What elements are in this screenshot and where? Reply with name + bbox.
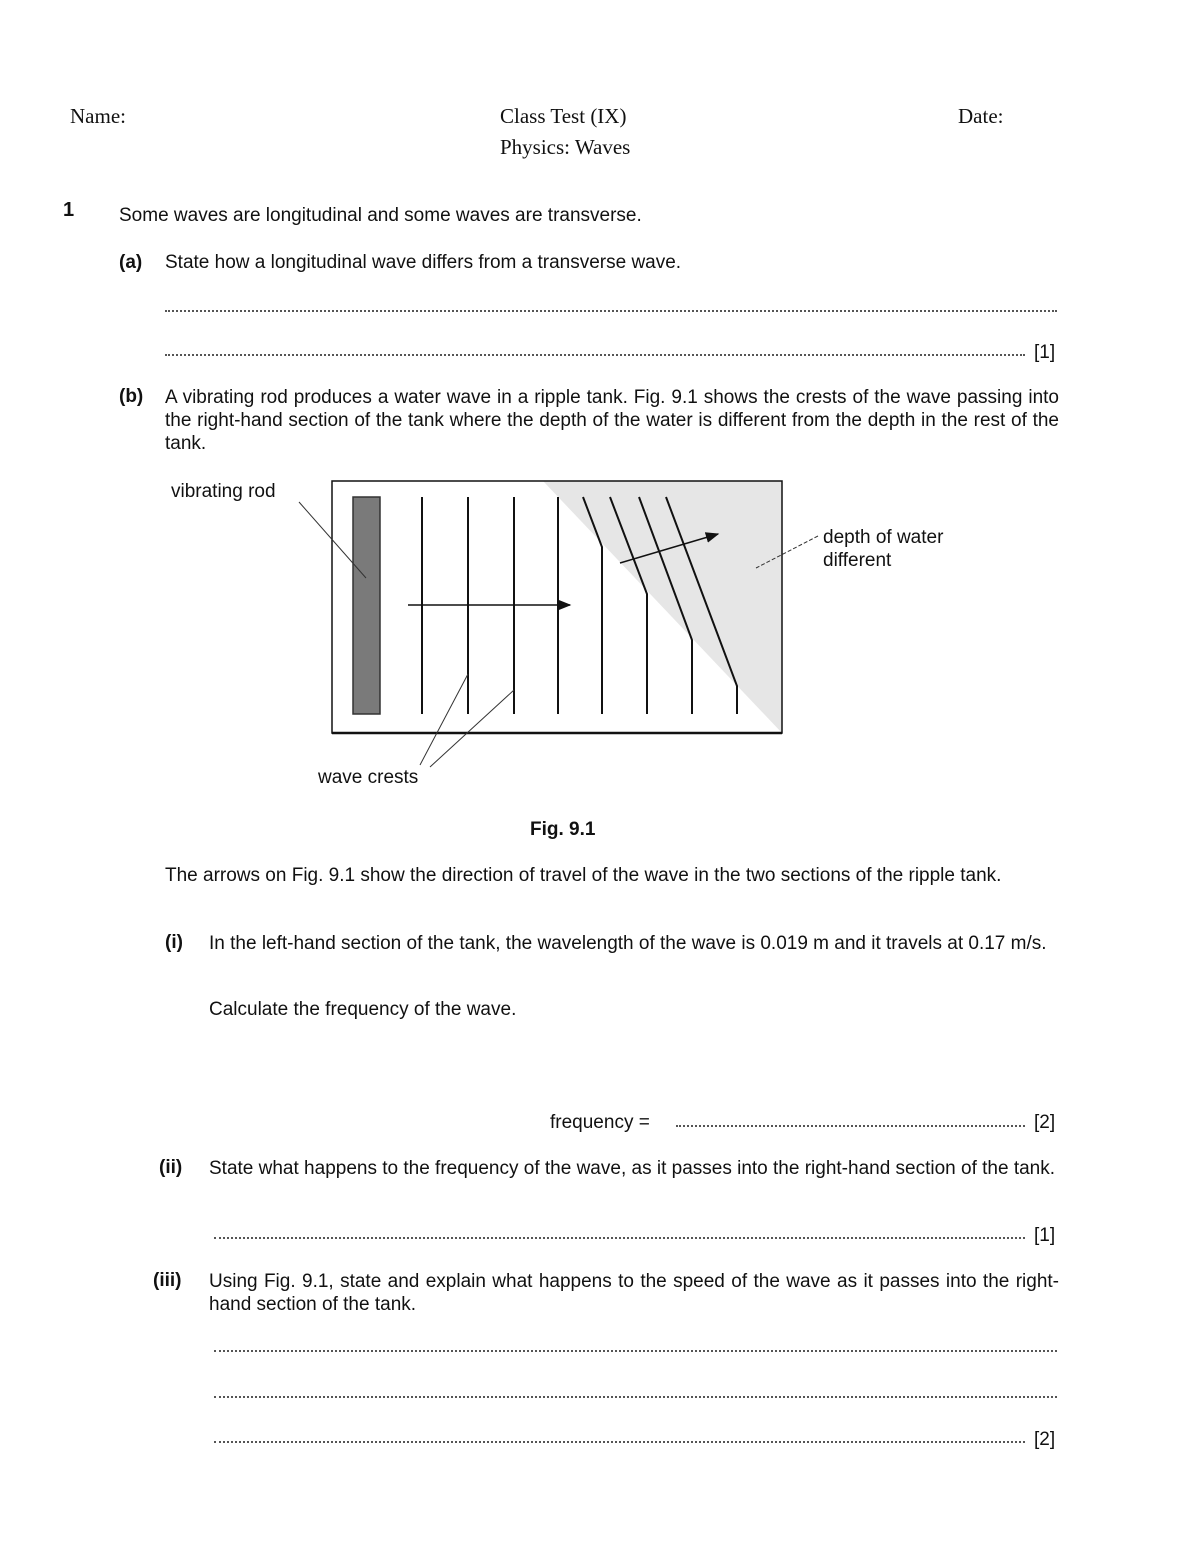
marks-ii: [1]: [1034, 1225, 1056, 1246]
part-a-text: State how a longitudinal wave differs from a transverse wave.: [165, 252, 682, 273]
part-b-label: (b): [119, 386, 144, 407]
wave-crest: [583, 497, 602, 714]
answer-line[interactable]: [165, 354, 1025, 356]
marks-a: [1]: [1034, 342, 1056, 363]
leader-line: [299, 502, 366, 578]
answer-line[interactable]: [214, 1237, 1025, 1239]
part-iii-label: (iii): [153, 1270, 182, 1291]
different-depth-region: [543, 481, 782, 733]
tank-outline: [332, 481, 782, 733]
part-i-text: In the left-hand section of the tank, the wavelength of the wave is 0.019 m and it travels at 0.17 m/s.: [209, 933, 1047, 954]
answer-line[interactable]: [165, 310, 1057, 312]
part-ii-label: (ii): [159, 1157, 183, 1178]
figure-caption: Fig. 9.1: [530, 819, 596, 840]
answer-line[interactable]: [214, 1396, 1057, 1398]
part-i-label: (i): [165, 932, 183, 953]
label-depth-line2: different: [823, 550, 892, 571]
part-iii-text: Using Fig. 9.1, state and explain what happens to the speed of the wave as it passes into the right-hand section of the tank.: [209, 1271, 1059, 1315]
date-label: Date:: [958, 104, 1004, 128]
vibrating-rod: [353, 497, 380, 714]
leader-line: [756, 536, 818, 568]
test-subtitle: Physics: Waves: [500, 135, 631, 159]
part-i-instruction: Calculate the frequency of the wave.: [209, 999, 517, 1020]
part-a-label: (a): [119, 252, 143, 273]
answer-line[interactable]: [214, 1350, 1057, 1352]
wave-crest: [610, 497, 647, 714]
part-b-text: A vibrating rod produces a water wave in a ripple tank. Fig. 9.1 shows the crests of the wave passing into the right-hand section of the tank where the depth of the water is different from the depth in the rest of the tank.: [165, 387, 1059, 454]
label-vibrating-rod: vibrating rod: [171, 481, 276, 502]
marks-iii: [2]: [1034, 1429, 1056, 1450]
test-title: Class Test (IX): [500, 104, 627, 128]
after-figure-text: The arrows on Fig. 9.1 show the direction of travel of the wave in the two sections of the ripple tank.: [165, 865, 1002, 886]
answer-line[interactable]: [214, 1441, 1025, 1443]
direction-arrow: [620, 534, 718, 563]
name-label: Name:: [70, 104, 126, 128]
label-wave-crests: wave crests: [318, 767, 419, 788]
part-ii-text: State what happens to the frequency of the wave, as it passes into the right-hand section of the tank.: [209, 1158, 1056, 1179]
question-intro: Some waves are longitudinal and some waves are transverse.: [119, 205, 642, 226]
leader-line: [420, 674, 468, 765]
wave-crest: [666, 497, 737, 714]
frequency-label: frequency =: [550, 1112, 650, 1133]
label-depth-line1: depth of water: [823, 527, 944, 548]
frequency-answer-line[interactable]: [676, 1125, 1025, 1127]
marks-i: [2]: [1034, 1112, 1056, 1133]
wave-crest: [639, 497, 692, 714]
question-number: 1: [63, 199, 75, 221]
leader-line: [430, 690, 514, 767]
